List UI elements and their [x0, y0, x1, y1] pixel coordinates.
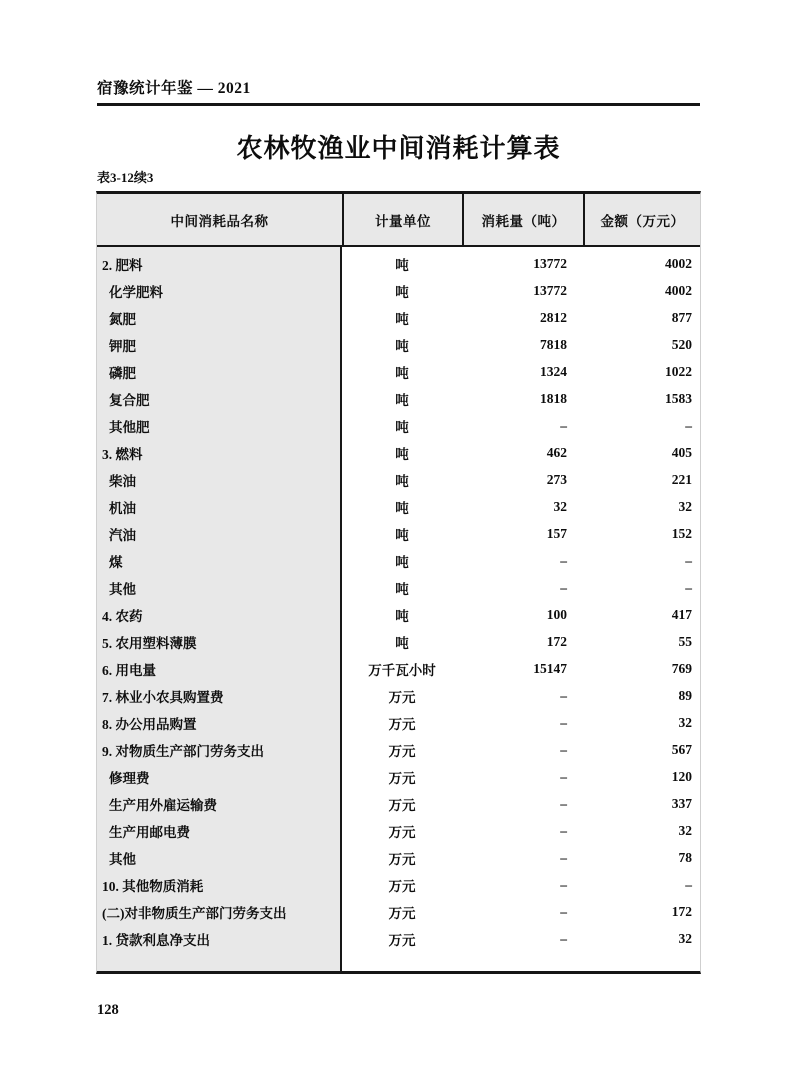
table-row	[97, 655, 700, 682]
unit-cell: 万元	[388, 743, 416, 759]
unit-cell: 吨	[395, 446, 409, 462]
item-name-cell: 氮肥	[109, 311, 136, 327]
table-row	[97, 763, 700, 790]
amount-cell: –	[685, 876, 692, 892]
quantity-cell: 13772	[533, 255, 567, 271]
item-name-cell: 3. 燃料	[102, 446, 143, 462]
unit-cell: 万元	[388, 851, 416, 867]
unit-cell: 万元	[388, 689, 416, 705]
amount-cell: 4002	[665, 282, 692, 298]
amount-cell: 172	[671, 903, 692, 919]
table-number-label: 表3-12续3	[97, 170, 154, 185]
amount-cell: 32	[678, 498, 692, 514]
intermediate-consumption-table	[96, 191, 701, 974]
quantity-cell: –	[560, 822, 567, 838]
amount-cell: 520	[671, 336, 692, 352]
amount-cell: 55	[678, 633, 692, 649]
table-row	[97, 898, 700, 925]
unit-cell: 吨	[395, 554, 409, 570]
quantity-cell: –	[560, 903, 567, 919]
table-row	[97, 493, 700, 520]
unit-cell: 万元	[388, 878, 416, 894]
quantity-cell: –	[560, 795, 567, 811]
amount-cell: 32	[678, 822, 692, 838]
quantity-cell: 1818	[540, 390, 567, 406]
quantity-cell: 462	[546, 444, 567, 460]
item-name-cell: 柴油	[109, 473, 136, 489]
table-row	[97, 574, 700, 601]
amount-cell: 32	[678, 714, 692, 730]
quantity-cell: 1324	[540, 363, 567, 379]
item-name-cell: 钾肥	[109, 338, 136, 354]
quantity-cell: –	[560, 417, 567, 433]
table-row	[97, 250, 700, 277]
unit-cell: 万元	[388, 932, 416, 948]
amount-cell: 337	[671, 795, 692, 811]
amount-cell: 221	[671, 471, 692, 487]
quantity-cell: –	[560, 552, 567, 568]
table-row	[97, 304, 700, 331]
item-name-cell: 汽油	[109, 527, 136, 543]
item-name-cell: 4. 农药	[102, 608, 143, 624]
unit-cell: 吨	[395, 419, 409, 435]
unit-cell: 万元	[388, 797, 416, 813]
amount-cell: 120	[671, 768, 692, 784]
amount-cell: 1022	[665, 363, 692, 379]
unit-cell: 吨	[395, 581, 409, 597]
quantity-cell: –	[560, 687, 567, 703]
table-row	[97, 547, 700, 574]
unit-cell: 吨	[395, 392, 409, 408]
table-row	[97, 331, 700, 358]
table-row	[97, 709, 700, 736]
item-name-cell: 其他	[109, 851, 136, 867]
table-row	[97, 844, 700, 871]
unit-cell: 万千瓦小时	[368, 662, 436, 678]
table-row	[97, 412, 700, 439]
item-name-cell: 化学肥料	[109, 284, 163, 300]
unit-cell: 吨	[395, 365, 409, 381]
amount-cell: 405	[671, 444, 692, 460]
unit-cell: 吨	[395, 284, 409, 300]
amount-cell: 32	[678, 930, 692, 946]
amount-cell: 152	[671, 525, 692, 541]
item-name-cell: 复合肥	[109, 392, 150, 408]
item-name-cell: 修理费	[109, 770, 150, 786]
unit-cell: 万元	[388, 770, 416, 786]
unit-cell: 万元	[388, 716, 416, 732]
unit-cell: 吨	[395, 608, 409, 624]
table-row	[97, 682, 700, 709]
amount-cell: 417	[671, 606, 692, 622]
quantity-cell: 100	[546, 606, 567, 622]
quantity-cell: 15147	[533, 660, 567, 676]
amount-cell: –	[685, 552, 692, 568]
amount-cell: 78	[678, 849, 692, 865]
item-name-cell: 机油	[109, 500, 136, 516]
unit-cell: 万元	[388, 905, 416, 921]
table-body	[97, 247, 700, 971]
column-header-unit: 计量单位	[342, 194, 462, 245]
item-name-cell: (二)对非物质生产部门劳务支出	[102, 905, 287, 921]
item-name-cell: 生产用外雇运输费	[109, 797, 217, 813]
unit-cell: 万元	[388, 824, 416, 840]
table-row	[97, 601, 700, 628]
unit-cell: 吨	[395, 635, 409, 651]
column-header-amount: 金额（万元）	[583, 194, 700, 245]
table-row	[97, 628, 700, 655]
table-row	[97, 466, 700, 493]
unit-cell: 吨	[395, 257, 409, 273]
column-header-quantity: 消耗量（吨）	[462, 194, 583, 245]
unit-cell: 吨	[395, 527, 409, 543]
amount-cell: 567	[671, 741, 692, 757]
table-row	[97, 439, 700, 466]
quantity-cell: –	[560, 714, 567, 730]
item-name-cell: 7. 林业小农具购置费	[102, 689, 224, 705]
item-name-cell: 8. 办公用品购置	[102, 716, 197, 732]
item-name-cell: 6. 用电量	[102, 662, 156, 678]
amount-cell: 769	[671, 660, 692, 676]
amount-cell: 89	[678, 687, 692, 703]
quantity-cell: 172	[546, 633, 567, 649]
page-number: 128	[97, 1002, 119, 1018]
quantity-cell: 2812	[540, 309, 567, 325]
quantity-cell: 157	[546, 525, 567, 541]
table-row	[97, 277, 700, 304]
item-name-cell: 5. 农用塑料薄膜	[102, 635, 197, 651]
page-header-text: 宿豫统计年鉴 — 2021	[97, 80, 251, 97]
quantity-cell: 32	[553, 498, 567, 514]
amount-cell: –	[685, 579, 692, 595]
table-row	[97, 871, 700, 898]
quantity-cell: 13772	[533, 282, 567, 298]
item-name-cell: 1. 贷款利息净支出	[102, 932, 210, 948]
unit-cell: 吨	[395, 500, 409, 516]
quantity-cell: –	[560, 768, 567, 784]
quantity-cell: 7818	[540, 336, 567, 352]
quantity-cell: –	[560, 876, 567, 892]
quantity-cell: –	[560, 849, 567, 865]
table-row	[97, 925, 700, 952]
table-row	[97, 358, 700, 385]
unit-cell: 吨	[395, 311, 409, 327]
amount-cell: 877	[671, 309, 692, 325]
table-row	[97, 736, 700, 763]
item-name-cell: 磷肥	[109, 365, 136, 381]
item-name-cell: 生产用邮电费	[109, 824, 190, 840]
table-row	[97, 520, 700, 547]
quantity-cell: –	[560, 741, 567, 757]
item-name-cell: 2. 肥料	[102, 257, 143, 273]
quantity-cell: –	[560, 579, 567, 595]
item-name-cell: 10. 其他物质消耗	[102, 878, 204, 894]
unit-cell: 吨	[395, 473, 409, 489]
table-row	[97, 817, 700, 844]
unit-cell: 吨	[395, 338, 409, 354]
page-title: 农林牧渔业中间消耗计算表	[236, 134, 561, 163]
amount-cell: 1583	[665, 390, 692, 406]
quantity-cell: –	[560, 930, 567, 946]
table-row	[97, 385, 700, 412]
item-name-cell: 其他	[109, 581, 136, 597]
table-header-row	[97, 194, 700, 247]
table-row	[97, 790, 700, 817]
item-name-cell: 9. 对物质生产部门劳务支出	[102, 743, 264, 759]
page-header	[97, 76, 700, 106]
column-header-item-name: 中间消耗品名称	[170, 213, 269, 229]
amount-cell: 4002	[665, 255, 692, 271]
amount-cell: –	[685, 417, 692, 433]
quantity-cell: 273	[546, 471, 567, 487]
item-name-cell: 其他肥	[109, 419, 150, 435]
item-name-cell: 煤	[109, 554, 123, 570]
